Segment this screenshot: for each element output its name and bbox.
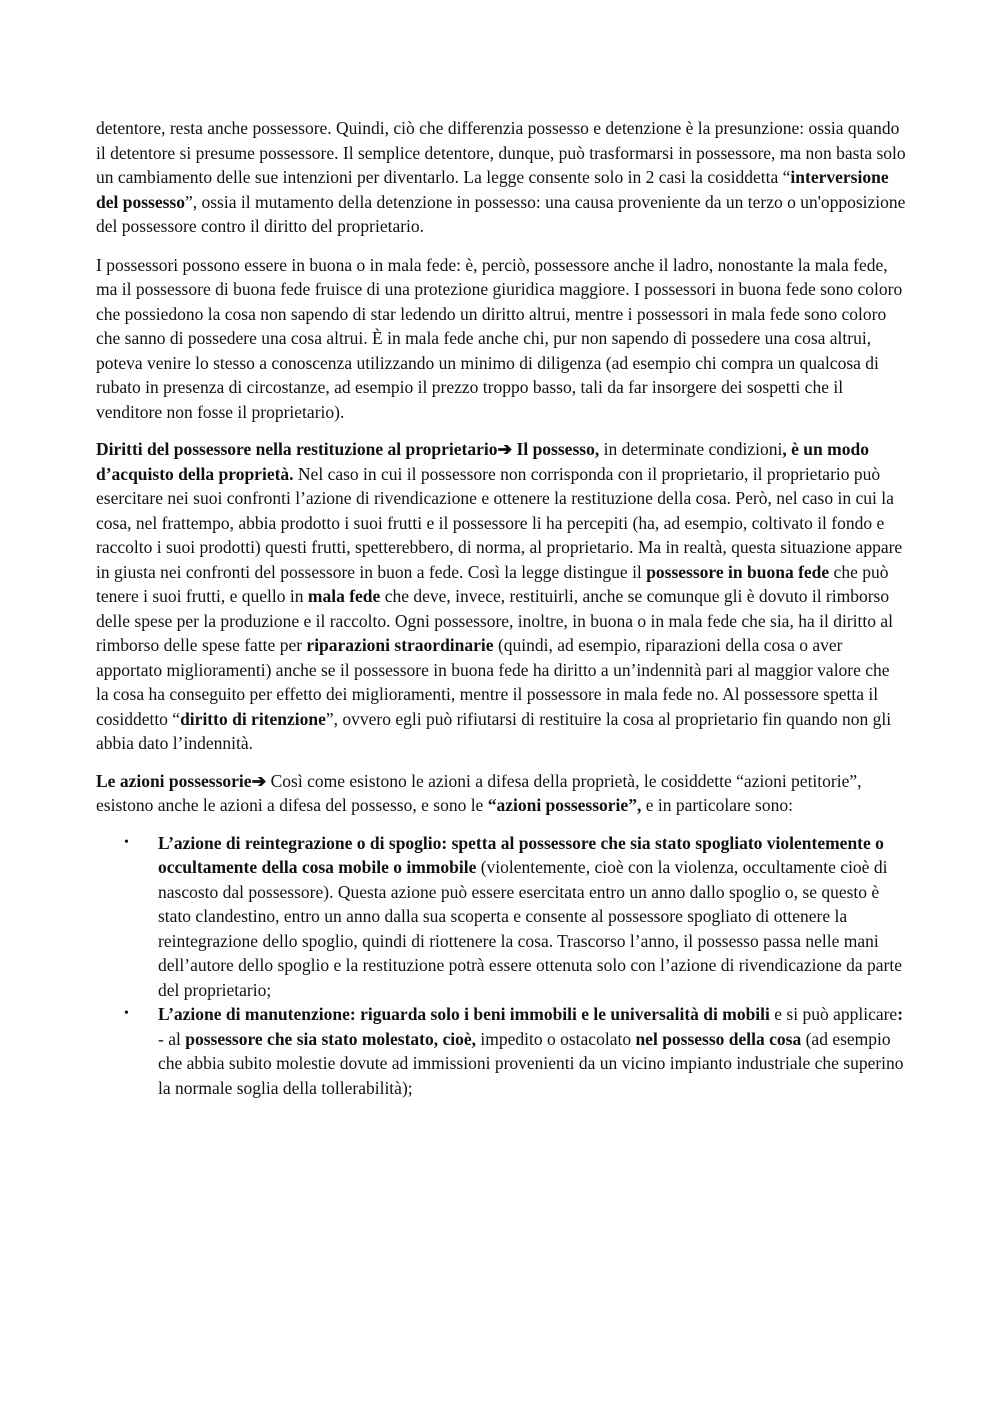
paragraph-text: che deve, invece, restituirli, anche se comunque gli è dovuto il rimborso delle spese per la produzione e il raccolto. Ogni possessore, inoltre, in buona o in mala fede che sia, ha il diritto al rimborso delle spese fatte per bbox=[96, 586, 893, 655]
bold-term: mala fede bbox=[307, 586, 381, 606]
bold-term: Il possesso, bbox=[512, 439, 600, 459]
bold-term: riparazioni straordinarie bbox=[306, 635, 494, 655]
bullet-icon: • bbox=[124, 834, 129, 850]
bold-term: nel possesso della cosa bbox=[635, 1028, 802, 1049]
list-item-text: e si può applicare bbox=[769, 1004, 898, 1024]
bold-term: L’azione di manutenzione: riguarda solo i beni immobili e le universalità di mobili bbox=[158, 1004, 770, 1024]
paragraph-text: Così come esistono le azioni a difesa della proprietà, le cosiddette “azioni petitorie”, esistono anche le azioni a difesa del possesso, e sono le bbox=[96, 770, 862, 815]
paragraph-text: ”, ovvero egli può rifiutarsi di restituire la cosa al proprietario fin quando non gli abbia dato l’indennità. bbox=[96, 708, 892, 753]
paragraph-text: che può tenere i suoi frutti, e quello in bbox=[96, 561, 889, 606]
paragraph-interversione bbox=[96, 116, 906, 239]
paragraph-azioni-possessorie bbox=[96, 769, 906, 818]
section-heading: Le azioni possessorie bbox=[96, 770, 252, 791]
arrow-icon: ➔ bbox=[251, 770, 267, 791]
bold-term: “azioni possessorie”, bbox=[487, 795, 642, 815]
bold-term: possessore in buona fede bbox=[646, 561, 830, 582]
bold-term: diritto di ritenzione bbox=[180, 708, 326, 729]
bullet-list bbox=[96, 831, 906, 1101]
bold-term: : bbox=[897, 1004, 904, 1024]
sub-item-text: impedito o ostacolato bbox=[476, 1028, 636, 1049]
sub-item-text: (ad esempio che abbia subito molestie dovute ad immissioni provenienti da un vicino impianto industriale che superino la normale soglia della tollerabilità); bbox=[158, 1028, 904, 1098]
paragraph-text: e in particolare sono: bbox=[641, 795, 793, 815]
paragraph-text: (quindi, ad esempio, riparazioni della cosa o aver apportato miglioramenti) anche se il possessore in buona fede ha diritto a un’indennità pari al maggior valore che la cosa ha conseguito per effetto dei miglioramenti, mentre il possessore in mala fede no. Al possessore spetta il cosiddetto “ bbox=[96, 635, 890, 729]
paragraph-buona-mala-fede bbox=[96, 253, 906, 425]
bold-term: , è un modo d’acquisto della proprietà. bbox=[96, 439, 869, 484]
bold-term: interversione del possesso bbox=[96, 167, 889, 212]
list-item-text: (violentemente, cioè con la violenza, occultamente cioè di nascosto dal possessore). Questa azione può essere esercitata entro un anno dallo spoglio o, se questo è stato clandestino, entro un anno dalla sua scoperta e consente al possessore spogliato di ottenere la reintegrazione dello spoglio, quindi di riottenere la cosa. Trascorso l’anno, il possesso passa nelle mani dell’autore dello spoglio e la restituzione potrà essere ottenuta solo con l’azione di rivendicazione da parte del proprietario; bbox=[158, 857, 902, 1000]
section-heading: Diritti del possessore nella restituzione al proprietario bbox=[96, 439, 498, 459]
bold-term: possessore che sia stato molestato, cioè, bbox=[185, 1028, 477, 1049]
paragraph-text: in determinate condizioni bbox=[599, 439, 783, 459]
arrow-icon: ➔ bbox=[497, 439, 513, 459]
list-item bbox=[96, 831, 906, 1003]
sub-item-text: - al bbox=[158, 1028, 186, 1049]
paragraph-text: Nel caso in cui il possessore non corrisponda con il proprietario, il proprietario può esercitare nei suoi confronti l’azione di rivendicazione e ottenere la restituzione della cosa. Però, nel caso in cui la cosa, nel frattempo, abbia prodotto i suoi frutti e il possessore li ha percepiti (ha, ad esempio, coltivato il fondo e raccolto i suoi prodotti) questi frutti, spetterebbero, di norma, al proprietario. Ma in realtà, questa situazione appare in giusta nei confronti del possessore in buon a fede. Così la legge distingue il bbox=[96, 463, 903, 582]
sub-item bbox=[158, 1027, 906, 1101]
list-item bbox=[96, 1002, 906, 1100]
bold-term: L’azione di reintegrazione o di spoglio: spetta al possessore che sia stato spogliato violentemente o occultamente della cosa mobile o immobile bbox=[158, 832, 884, 877]
paragraph-text: I possessori possono essere in buona o in mala fede: è, perciò, possessore anche il ladro, nonostante la mala fede, ma il possessore di buona fede fruisce di una protezione giuridica maggiore. I possessori in buona fede sono coloro che possiedono la cosa non sapendo di star ledendo un diritto altrui, mentre i possessori in mala fede sono coloro che sanno di possedere una cosa altrui. È in mala fede anche chi, pur non sapendo di possedere una cosa altrui, poteva venire lo stesso a conoscenza utilizzando un minimo di diligenza (ad esempio chi compra un qualcosa di rubato in presenza di circostanze, ad esempio il prezzo troppo basso, tali da far insorgere dei sospetti che il venditore non fosse il proprietario). bbox=[96, 254, 903, 422]
paragraph-text: ”, ossia il mutamento della detenzione in possesso: una causa proveniente da un terzo o un'opposizione del possessore contro il diritto del proprietario. bbox=[96, 191, 906, 236]
bullet-icon: • bbox=[124, 1006, 129, 1021]
paragraph-diritti-possessore bbox=[96, 437, 906, 756]
paragraph-text: detentore, resta anche possessore. Quindi, ciò che differenzia possesso e detenzione è la presunzione: ossia quando il detentore si presume possessore. Il semplice detentore, dunque, può trasformarsi in possessore, ma non basta solo un cambiamento delle sue intenzioni per diventarlo. La legge consente solo in 2 casi la cosiddetta “ bbox=[96, 118, 906, 187]
